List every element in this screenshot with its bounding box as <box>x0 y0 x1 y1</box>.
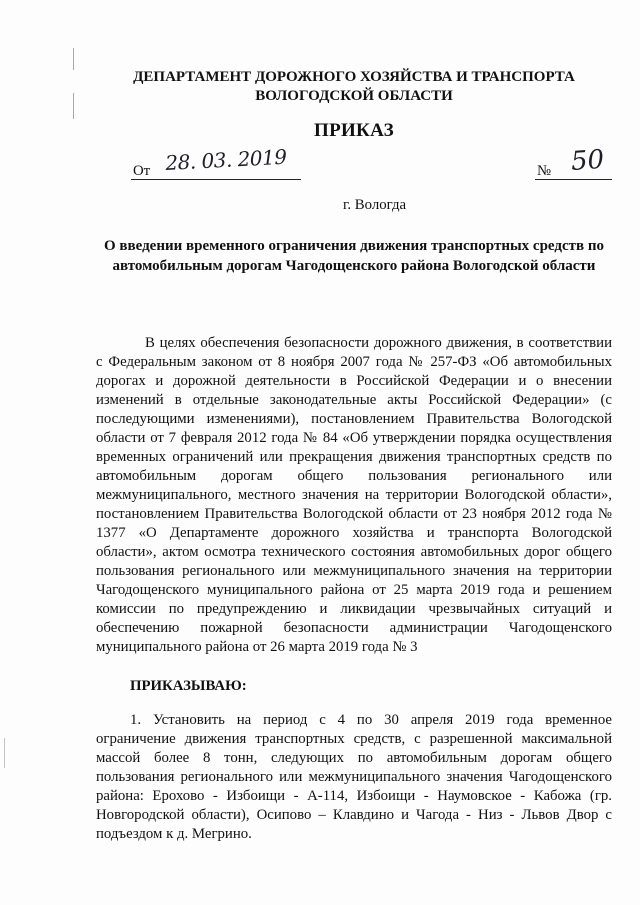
preamble-line: комиссии по предупреждению и ликвидации чрезвычайных ситуаций и <box>96 601 612 617</box>
preamble-line: временных ограничений или прекращения движения транспортных средств по <box>96 449 612 465</box>
scan-artifact <box>73 48 74 70</box>
title-line: автомобильным дорогам Чагодощенского района Вологодской области <box>112 258 596 274</box>
organization-name-line: ДЕПАРТАМЕНТ ДОРОЖНОГО ХОЗЯЙСТВА И ТРАНСПОРТА <box>133 69 575 85</box>
preamble-line: муниципального района от 26 марта 2019 года № 3 <box>96 639 418 655</box>
preamble-line: автомобильным дорогам общего пользования регионального или <box>96 468 612 484</box>
city: г. Вологда <box>343 197 407 213</box>
item-line: Новгородской области), Осипово – Клавдино и Чагода - Низ - Львов Двор с <box>96 807 612 823</box>
handwritten-date: 28. 03. 2019 <box>164 144 288 175</box>
order-item <box>96 711 612 844</box>
preamble-line: В целях обеспечения безопасности дорожного движения, в соответствии <box>145 335 612 351</box>
organization-region-line: ВОЛОГОДСКОЙ ОБЛАСТИ <box>255 88 453 104</box>
preamble-line: пользования регионального или межмуниципального значения на территории <box>96 563 612 579</box>
preamble-line: постановлением Правительства Вологодской области от 23 ноября 2012 года № <box>96 506 612 522</box>
preamble-line: области от 7 февраля 2012 года № 84 «Об утверждении порядка осуществления <box>96 430 612 446</box>
date-underline <box>131 179 301 180</box>
item-line: района: Ерохово - Избоищи - А-114, Избоищи - Наумовское - Кабожа (гр. <box>96 788 612 804</box>
preamble-line: области», актом осмотра технического состояния автомобильных дорог общего <box>96 544 612 560</box>
number-label: № <box>537 163 552 179</box>
item-line: ограничение движения транспортных средств, с разрешенной максимальной <box>96 731 612 747</box>
item-line: массой более 8 тонн, следующих по автомобильным дорогам общего <box>96 750 612 766</box>
preamble-line: межмуниципального, местного значения на территории Вологодской области», <box>96 487 612 503</box>
preamble-line: с Федеральным законом от 8 ноября 2007 года № 257-ФЗ «Об автомобильных <box>96 354 612 370</box>
preamble-line: изменений в отдельные законодательные акты Российской Федерации» (с <box>96 392 612 408</box>
scan-artifact <box>73 93 74 119</box>
item-line: подъездом к д. Мегрино. <box>96 826 252 842</box>
organization-header <box>96 68 612 106</box>
date-label: От <box>133 163 151 179</box>
scan-artifact <box>4 738 5 768</box>
preamble-line: 1377 «О Департаменте дорожного хозяйства и транспорта Вологодской <box>96 525 612 541</box>
title-line: О введении временного ограничения движения транспортных средств по <box>104 238 604 254</box>
preamble-line: Чагодощенского муниципального района от 25 марта 2019 года и решением <box>96 582 612 598</box>
order-heading: ПРИКАЗЫВАЮ: <box>130 678 247 694</box>
preamble-line: обеспечению пожарной безопасности администрации Чагодощенского <box>96 620 612 636</box>
document-type: ПРИКАЗ <box>313 120 395 141</box>
item-line: 1. Установить на период с 4 по 30 апреля 2019 года временное <box>130 712 612 728</box>
document-title <box>96 236 612 276</box>
number-underline <box>535 179 612 180</box>
item-line: пользования регионального или межмуниципального значения Чагодощенского <box>96 769 612 785</box>
preamble-line: последующими изменениями), постановлением Правительства Вологодской <box>96 411 612 427</box>
preamble-paragraph <box>96 334 612 657</box>
handwritten-number: 50 <box>569 144 606 177</box>
preamble-line: дорогах и дорожной деятельности в Российской Федерации и о внесении <box>96 373 612 389</box>
